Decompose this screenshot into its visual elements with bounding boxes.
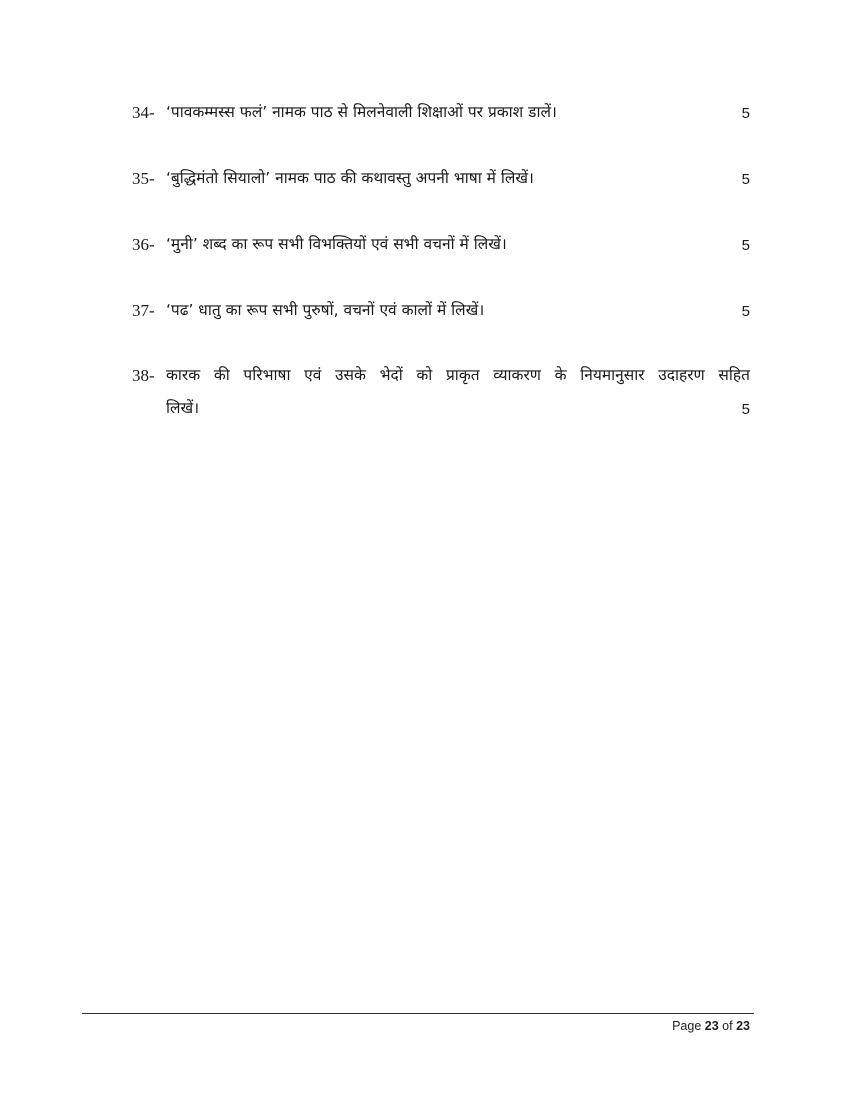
question-text: कारक की परिभाषा एवं उसके भेदों को प्राकृत व्याकरण के नियमानुसार उदाहरण सहित xyxy=(166,366,750,384)
footer-divider xyxy=(82,1013,754,1014)
page-total: 23 xyxy=(736,1019,750,1033)
question-text-continued: लिखें। xyxy=(166,399,200,417)
question-text: ‘मुनी’ शब्द का रूप सभी विभक्तियों एवं सभी वचनों में लिखें। xyxy=(166,235,507,253)
question-text: ‘बुद्धिमंतो सियालो’ नामक पाठ की कथावस्तु अपनी भाषा में लिखें। xyxy=(166,169,534,187)
question-38 xyxy=(132,359,750,425)
question-37 xyxy=(132,294,750,327)
page-current: 23 xyxy=(704,1019,719,1033)
of-label: of xyxy=(722,1019,733,1033)
question-number: 34- xyxy=(132,103,155,122)
question-35 xyxy=(132,162,750,195)
question-marks: 5 xyxy=(741,237,750,254)
question-marks: 5 xyxy=(741,303,750,320)
page-footer xyxy=(672,1019,750,1033)
question-number: 35- xyxy=(132,169,155,188)
question-number: 36- xyxy=(132,235,155,254)
question-text: ‘पढ’ धातु का रूप सभी पुरुषों, वचनों एवं कालों में लिखें। xyxy=(166,301,485,319)
question-marks: 5 xyxy=(741,401,750,418)
question-34 xyxy=(132,96,750,129)
question-number: 37- xyxy=(132,301,155,320)
question-36 xyxy=(132,228,750,261)
page-label: Page xyxy=(672,1019,702,1033)
question-text: ‘पावकम्मस्स फलं’ नामक पाठ से मिलनेवाली शिक्षाओं पर प्रकाश डालें। xyxy=(166,103,557,121)
question-number: 38- xyxy=(132,366,155,385)
question-marks: 5 xyxy=(741,105,750,122)
question-marks: 5 xyxy=(741,171,750,188)
